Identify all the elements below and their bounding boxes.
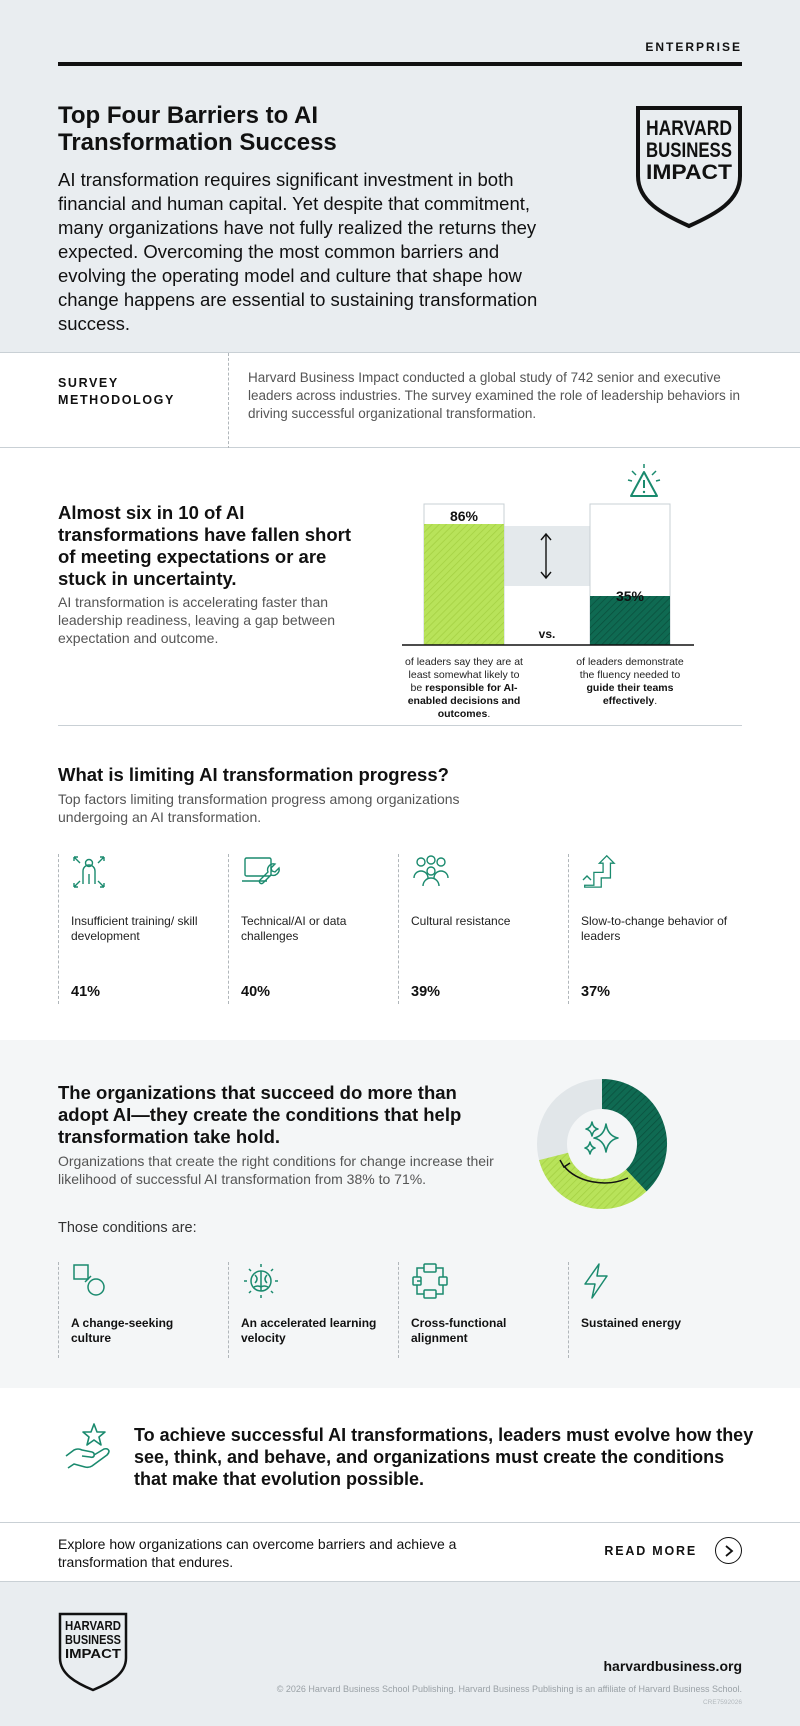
hand-star-icon [64, 1422, 112, 1477]
success-donut-chart [536, 1078, 668, 1215]
svg-text:IMPACT: IMPACT [646, 161, 733, 184]
factor-label: Cultural resistance [411, 914, 511, 928]
svg-text:BUSINESS: BUSINESS [65, 1632, 122, 1647]
donut-segment-uplift [554, 1156, 637, 1194]
vs-label: vs. [538, 627, 556, 641]
comparison-bars [398, 466, 698, 720]
conditions-intro: Those conditions are: [58, 1220, 197, 1236]
right-bar-caption: of leaders demonstrate the fluency needed to guide their teams effectively. [576, 656, 684, 707]
factor-item [398, 854, 568, 1004]
condition-label: Cross-functional alignment [411, 1316, 507, 1345]
factor-label: Insufficient training/ skill development [71, 914, 198, 943]
factor-value: 40% [241, 984, 271, 1000]
condition-label: A change-seeking culture [71, 1316, 174, 1345]
arrows-icon [581, 854, 617, 897]
cta-section [0, 1522, 800, 1582]
sparkle-icon [585, 1122, 618, 1154]
svg-text:HARVARD: HARVARD [646, 117, 732, 140]
condition-item [58, 1262, 228, 1358]
limits-title: What is limiting AI transformation progress? [58, 764, 449, 785]
read-more-button[interactable] [604, 1537, 742, 1564]
laptop-wrench-icon [241, 854, 281, 895]
stat-title: Almost six in 10 of AI transformations have fallen short of meeting expectations or are stuck in uncertainty. [58, 502, 351, 589]
methodology-section [0, 352, 800, 448]
bar-left-value: 86% [449, 508, 479, 524]
cta-text: Explore how organizations can overcome barriers and achieve a transformation that endures. [58, 1536, 457, 1570]
harvard-business-impact-logo [636, 106, 742, 233]
condition-item [228, 1262, 398, 1358]
shapes-icon [71, 1262, 107, 1303]
factor-item [228, 854, 398, 1004]
footer-section [0, 1582, 800, 1726]
header-section [0, 0, 800, 352]
section-divider [58, 725, 742, 726]
footer-harvard-business-impact-logo [58, 1612, 128, 1697]
svg-text:IMPACT: IMPACT [65, 1646, 122, 1661]
training-icon [71, 854, 107, 895]
factor-item [568, 854, 738, 1004]
website-link[interactable]: harvardbusiness.org [603, 1658, 742, 1674]
left-bar-caption: of leaders say they are at least somewhat likely to be responsible for AI-enabled decisions and outcomes. [405, 656, 523, 720]
page-title: Top Four Barriers to AI Transformation Success [58, 102, 337, 156]
lightning-icon [581, 1262, 611, 1305]
factor-value: 41% [71, 984, 101, 1000]
methodology-label: SURVEY METHODOLOGY [58, 376, 175, 407]
donut-segment-baseline [602, 1094, 652, 1180]
group-icon [411, 854, 451, 893]
conditions-title: The organizations that succeed do more than adopt AI—they create the conditions that help transformation take hold. [58, 1082, 462, 1147]
header-rule [58, 62, 742, 66]
condition-label: An accelerated learning velocity [241, 1316, 377, 1345]
conditions-subtitle: Organizations that create the right conditions for change increase their likelihood of successful AI transformation from 38% to 71%. [58, 1153, 494, 1187]
methodology-text: Harvard Business Impact conducted a global study of 742 senior and executive leaders across industries. The survey examined the role of leadership behaviors in driving successful organizational transformation. [248, 370, 741, 421]
bar-right-value: 35% [615, 588, 645, 604]
stat-subtitle: AI transformation is accelerating faster than leadership readiness, leaving a gap between expectation and outcome. [58, 594, 336, 646]
quote-section [0, 1388, 800, 1522]
factor-item [58, 854, 228, 1004]
factor-label: Slow-to-change behavior of leaders [581, 914, 728, 943]
stat-section [0, 448, 800, 1040]
closing-quote: To achieve successful AI transformations, leaders must evolve how they see, think, and behave, and organizations must create the conditions that make that evolution possible. [134, 1425, 754, 1489]
factor-value: 37% [581, 984, 611, 1000]
intro-text: AI transformation requires significant investment in both financial and human capital. Yet despite that commitment, many organizations have not fully realized the returns they expected. Overcoming the most common barriers and evolving the operating model and culture that shape how change happens are essential to sustaining transformation success. [58, 169, 538, 334]
warning-icon [628, 464, 660, 496]
document-code: CRE7592026 [702, 1699, 742, 1706]
methodology-divider [228, 353, 229, 449]
conditions-section [0, 1040, 800, 1388]
condition-item [568, 1262, 738, 1358]
factor-value: 39% [411, 984, 441, 1000]
eyebrow-label: ENTERPRISE [645, 40, 742, 54]
read-more-label: READ MORE [604, 1543, 697, 1558]
brain-icon [241, 1262, 281, 1305]
chevron-right-icon [715, 1537, 742, 1564]
condition-item [398, 1262, 568, 1358]
copyright-text: © 2026 Harvard Business School Publishing. Harvard Business Publishing is an affiliate of Harvard Business School. [276, 1684, 742, 1694]
bar-leaders-responsible [424, 524, 504, 645]
network-icon [411, 1262, 449, 1305]
limits-subtitle: Top factors limiting transformation progress among organizations undergoing an AI transformation. [58, 791, 460, 825]
svg-text:BUSINESS: BUSINESS [646, 139, 732, 162]
svg-text:HARVARD: HARVARD [65, 1618, 121, 1633]
factor-label: Technical/AI or data challenges [241, 914, 347, 943]
condition-label: Sustained energy [581, 1316, 682, 1330]
